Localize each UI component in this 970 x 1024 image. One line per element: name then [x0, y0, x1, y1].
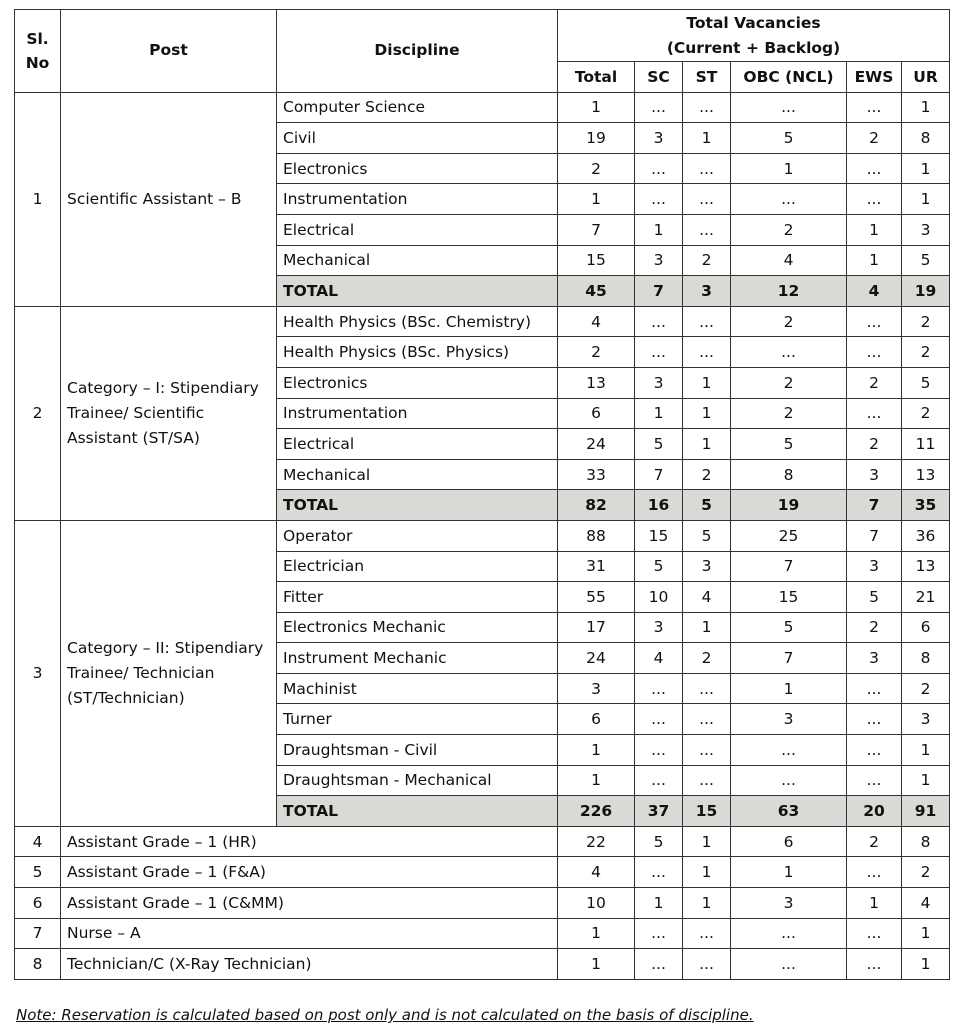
value-cell: 4: [635, 643, 683, 674]
slno-cell: 5: [15, 857, 61, 888]
header-ews: EWS: [847, 62, 902, 93]
slno-cell: 7: [15, 918, 61, 949]
value-cell: 17: [558, 612, 635, 643]
value-cell: 4: [683, 582, 731, 613]
total-label: TOTAL: [277, 796, 558, 827]
value-cell: 2: [847, 826, 902, 857]
slno-cell: 1: [15, 92, 61, 306]
discipline-cell: Machinist: [277, 673, 558, 704]
total-label: TOTAL: [277, 490, 558, 521]
value-cell: 2: [902, 337, 950, 368]
value-cell: 6: [731, 826, 847, 857]
value-cell: 1: [558, 918, 635, 949]
value-cell: 24: [558, 429, 635, 460]
value-cell: 7: [847, 520, 902, 551]
value-cell: ...: [683, 704, 731, 735]
value-cell: 3: [847, 643, 902, 674]
value-cell: ...: [635, 673, 683, 704]
table-row: [15, 92, 950, 123]
value-cell: 4: [558, 306, 635, 337]
discipline-cell: Fitter: [277, 582, 558, 613]
value-cell: ...: [731, 184, 847, 215]
discipline-cell: Instrument Mechanic: [277, 643, 558, 674]
value-cell: 7: [558, 214, 635, 245]
value-cell: 3: [635, 612, 683, 643]
value-cell: 15: [731, 582, 847, 613]
value-cell: 7: [731, 643, 847, 674]
total-value-cell: 82: [558, 490, 635, 521]
value-cell: ...: [847, 857, 902, 888]
value-cell: 5: [731, 429, 847, 460]
table-row: [15, 520, 950, 551]
value-cell: ...: [683, 92, 731, 123]
value-cell: 15: [558, 245, 635, 276]
value-cell: ...: [847, 735, 902, 766]
discipline-cell: Operator: [277, 520, 558, 551]
value-cell: 3: [558, 673, 635, 704]
discipline-cell: Electrician: [277, 551, 558, 582]
value-cell: 5: [635, 551, 683, 582]
header-total-vacancies: [558, 10, 950, 62]
value-cell: 1: [902, 949, 950, 980]
value-cell: 6: [902, 612, 950, 643]
value-cell: 2: [731, 306, 847, 337]
discipline-cell: Electronics: [277, 153, 558, 184]
header-slno: Sl. No: [15, 10, 61, 93]
total-value-cell: 15: [683, 796, 731, 827]
value-cell: 1: [635, 888, 683, 919]
value-cell: ...: [731, 765, 847, 796]
value-cell: ...: [683, 735, 731, 766]
footnote: Note: Reservation is calculated based on post only and is not calculated on the basis of discipline.: [16, 1006, 754, 1024]
value-cell: 2: [847, 429, 902, 460]
value-cell: ...: [731, 735, 847, 766]
value-cell: 5: [902, 245, 950, 276]
value-cell: 1: [683, 612, 731, 643]
discipline-cell: Mechanical: [277, 245, 558, 276]
value-cell: 7: [731, 551, 847, 582]
value-cell: ...: [635, 765, 683, 796]
value-cell: ...: [847, 398, 902, 429]
value-cell: 2: [902, 857, 950, 888]
value-cell: ...: [683, 153, 731, 184]
header-post: Post: [61, 10, 277, 93]
header-sc: SC: [635, 62, 683, 93]
header-discipline: Discipline: [277, 10, 558, 93]
value-cell: 3: [635, 245, 683, 276]
value-cell: ...: [635, 184, 683, 215]
value-cell: 2: [558, 153, 635, 184]
discipline-cell: Civil: [277, 123, 558, 154]
value-cell: 21: [902, 582, 950, 613]
total-value-cell: 20: [847, 796, 902, 827]
discipline-cell: Turner: [277, 704, 558, 735]
value-cell: 24: [558, 643, 635, 674]
total-value-cell: 16: [635, 490, 683, 521]
post-cell: Nurse – A: [61, 918, 558, 949]
value-cell: 4: [902, 888, 950, 919]
post-cell: Category – I: Stipendiary Trainee/ Scientific Assistant (ST/SA): [61, 306, 277, 520]
post-cell: Technician/C (X-Ray Technician): [61, 949, 558, 980]
value-cell: 3: [731, 888, 847, 919]
value-cell: 1: [902, 735, 950, 766]
value-cell: 1: [731, 857, 847, 888]
value-cell: ...: [683, 918, 731, 949]
value-cell: 1: [731, 673, 847, 704]
table-row: [15, 949, 950, 980]
value-cell: 88: [558, 520, 635, 551]
value-cell: 5: [902, 367, 950, 398]
vacancies-subtitle: (Current + Backlog): [666, 38, 841, 57]
discipline-cell: Instrumentation: [277, 184, 558, 215]
value-cell: 5: [731, 612, 847, 643]
value-cell: ...: [847, 918, 902, 949]
discipline-cell: Electronics Mechanic: [277, 612, 558, 643]
value-cell: 2: [902, 398, 950, 429]
value-cell: 1: [683, 888, 731, 919]
value-cell: 1: [683, 857, 731, 888]
value-cell: ...: [683, 765, 731, 796]
discipline-cell: Electrical: [277, 214, 558, 245]
header-obc: OBC (NCL): [731, 62, 847, 93]
value-cell: 3: [847, 459, 902, 490]
value-cell: 2: [902, 673, 950, 704]
value-cell: 10: [635, 582, 683, 613]
total-value-cell: 37: [635, 796, 683, 827]
value-cell: ...: [847, 673, 902, 704]
table-row: [15, 306, 950, 337]
discipline-cell: Instrumentation: [277, 398, 558, 429]
slno-cell: 4: [15, 826, 61, 857]
value-cell: 1: [683, 367, 731, 398]
post-cell: Assistant Grade – 1 (F&A): [61, 857, 558, 888]
value-cell: 10: [558, 888, 635, 919]
value-cell: 2: [731, 367, 847, 398]
value-cell: 1: [558, 949, 635, 980]
value-cell: ...: [635, 337, 683, 368]
value-cell: ...: [683, 949, 731, 980]
table-header: [15, 10, 950, 93]
value-cell: ...: [731, 949, 847, 980]
post-cell: Category – II: Stipendiary Trainee/ Technician (ST/Technician): [61, 520, 277, 826]
value-cell: 33: [558, 459, 635, 490]
value-cell: 11: [902, 429, 950, 460]
value-cell: ...: [635, 857, 683, 888]
value-cell: 2: [847, 612, 902, 643]
discipline-cell: Mechanical: [277, 459, 558, 490]
value-cell: 1: [683, 429, 731, 460]
value-cell: ...: [847, 337, 902, 368]
total-value-cell: 45: [558, 276, 635, 307]
value-cell: ...: [847, 184, 902, 215]
total-value-cell: 12: [731, 276, 847, 307]
value-cell: 1: [902, 918, 950, 949]
value-cell: ...: [731, 918, 847, 949]
post-cell: Assistant Grade – 1 (HR): [61, 826, 558, 857]
value-cell: 2: [683, 245, 731, 276]
value-cell: 1: [558, 765, 635, 796]
table-body: [15, 92, 950, 979]
value-cell: 1: [902, 92, 950, 123]
value-cell: 7: [635, 459, 683, 490]
slno-cell: 6: [15, 888, 61, 919]
value-cell: ...: [635, 735, 683, 766]
value-cell: 1: [847, 888, 902, 919]
value-cell: 8: [902, 123, 950, 154]
value-cell: 1: [635, 398, 683, 429]
total-value-cell: 19: [731, 490, 847, 521]
discipline-cell: Draughtsman - Civil: [277, 735, 558, 766]
value-cell: 15: [635, 520, 683, 551]
value-cell: ...: [683, 214, 731, 245]
value-cell: 1: [558, 184, 635, 215]
value-cell: 2: [683, 643, 731, 674]
value-cell: 2: [731, 214, 847, 245]
value-cell: 1: [847, 245, 902, 276]
value-cell: ...: [635, 153, 683, 184]
value-cell: 5: [683, 520, 731, 551]
vacancy-table: [14, 9, 950, 980]
value-cell: 1: [683, 123, 731, 154]
discipline-cell: Draughtsman - Mechanical: [277, 765, 558, 796]
value-cell: 1: [558, 92, 635, 123]
value-cell: 36: [902, 520, 950, 551]
value-cell: ...: [847, 704, 902, 735]
value-cell: ...: [635, 949, 683, 980]
total-value-cell: 19: [902, 276, 950, 307]
header-st: ST: [683, 62, 731, 93]
value-cell: 2: [847, 367, 902, 398]
total-value-cell: 7: [635, 276, 683, 307]
value-cell: 13: [558, 367, 635, 398]
total-value-cell: 7: [847, 490, 902, 521]
discipline-cell: Health Physics (BSc. Physics): [277, 337, 558, 368]
value-cell: 22: [558, 826, 635, 857]
value-cell: ...: [731, 337, 847, 368]
total-label: TOTAL: [277, 276, 558, 307]
value-cell: 5: [635, 429, 683, 460]
value-cell: 4: [558, 857, 635, 888]
value-cell: 3: [683, 551, 731, 582]
value-cell: 1: [683, 398, 731, 429]
value-cell: 1: [902, 153, 950, 184]
value-cell: 5: [635, 826, 683, 857]
value-cell: 3: [635, 123, 683, 154]
value-cell: ...: [847, 949, 902, 980]
total-value-cell: 63: [731, 796, 847, 827]
value-cell: 19: [558, 123, 635, 154]
value-cell: 6: [558, 704, 635, 735]
value-cell: 1: [902, 184, 950, 215]
value-cell: 1: [902, 765, 950, 796]
discipline-cell: Computer Science: [277, 92, 558, 123]
value-cell: 2: [683, 459, 731, 490]
value-cell: 55: [558, 582, 635, 613]
total-value-cell: 5: [683, 490, 731, 521]
value-cell: ...: [635, 704, 683, 735]
value-cell: 1: [683, 826, 731, 857]
header-total: Total: [558, 62, 635, 93]
discipline-cell: Health Physics (BSc. Chemistry): [277, 306, 558, 337]
value-cell: 8: [731, 459, 847, 490]
post-cell: Scientific Assistant – B: [61, 92, 277, 306]
value-cell: 2: [731, 398, 847, 429]
discipline-cell: Electronics: [277, 367, 558, 398]
table-row: [15, 918, 950, 949]
value-cell: ...: [847, 92, 902, 123]
value-cell: 25: [731, 520, 847, 551]
total-value-cell: 91: [902, 796, 950, 827]
total-value-cell: 226: [558, 796, 635, 827]
slno-cell: 2: [15, 306, 61, 520]
value-cell: 2: [847, 123, 902, 154]
value-cell: ...: [683, 184, 731, 215]
value-cell: ...: [635, 92, 683, 123]
total-value-cell: 4: [847, 276, 902, 307]
value-cell: 8: [902, 826, 950, 857]
value-cell: ...: [847, 765, 902, 796]
value-cell: ...: [847, 153, 902, 184]
vacancies-title: Total Vacancies: [686, 13, 821, 32]
discipline-cell: Electrical: [277, 429, 558, 460]
value-cell: ...: [731, 92, 847, 123]
value-cell: 3: [902, 214, 950, 245]
value-cell: 3: [902, 704, 950, 735]
total-value-cell: 3: [683, 276, 731, 307]
value-cell: ...: [683, 337, 731, 368]
value-cell: 6: [558, 398, 635, 429]
value-cell: ...: [847, 306, 902, 337]
table-row: [15, 888, 950, 919]
value-cell: 1: [731, 153, 847, 184]
value-cell: 13: [902, 459, 950, 490]
value-cell: 3: [635, 367, 683, 398]
slno-cell: 3: [15, 520, 61, 826]
value-cell: ...: [635, 918, 683, 949]
table-row: [15, 857, 950, 888]
slno-cell: 8: [15, 949, 61, 980]
table-row: [15, 826, 950, 857]
value-cell: 2: [558, 337, 635, 368]
value-cell: 3: [847, 551, 902, 582]
value-cell: 2: [902, 306, 950, 337]
value-cell: 5: [731, 123, 847, 154]
value-cell: 4: [731, 245, 847, 276]
value-cell: 13: [902, 551, 950, 582]
value-cell: ...: [683, 306, 731, 337]
value-cell: 1: [847, 214, 902, 245]
value-cell: 1: [635, 214, 683, 245]
total-value-cell: 35: [902, 490, 950, 521]
value-cell: 1: [558, 735, 635, 766]
header-ur: UR: [902, 62, 950, 93]
value-cell: ...: [683, 673, 731, 704]
value-cell: 31: [558, 551, 635, 582]
value-cell: 5: [847, 582, 902, 613]
post-cell: Assistant Grade – 1 (C&MM): [61, 888, 558, 919]
value-cell: 3: [731, 704, 847, 735]
value-cell: 8: [902, 643, 950, 674]
value-cell: ...: [635, 306, 683, 337]
